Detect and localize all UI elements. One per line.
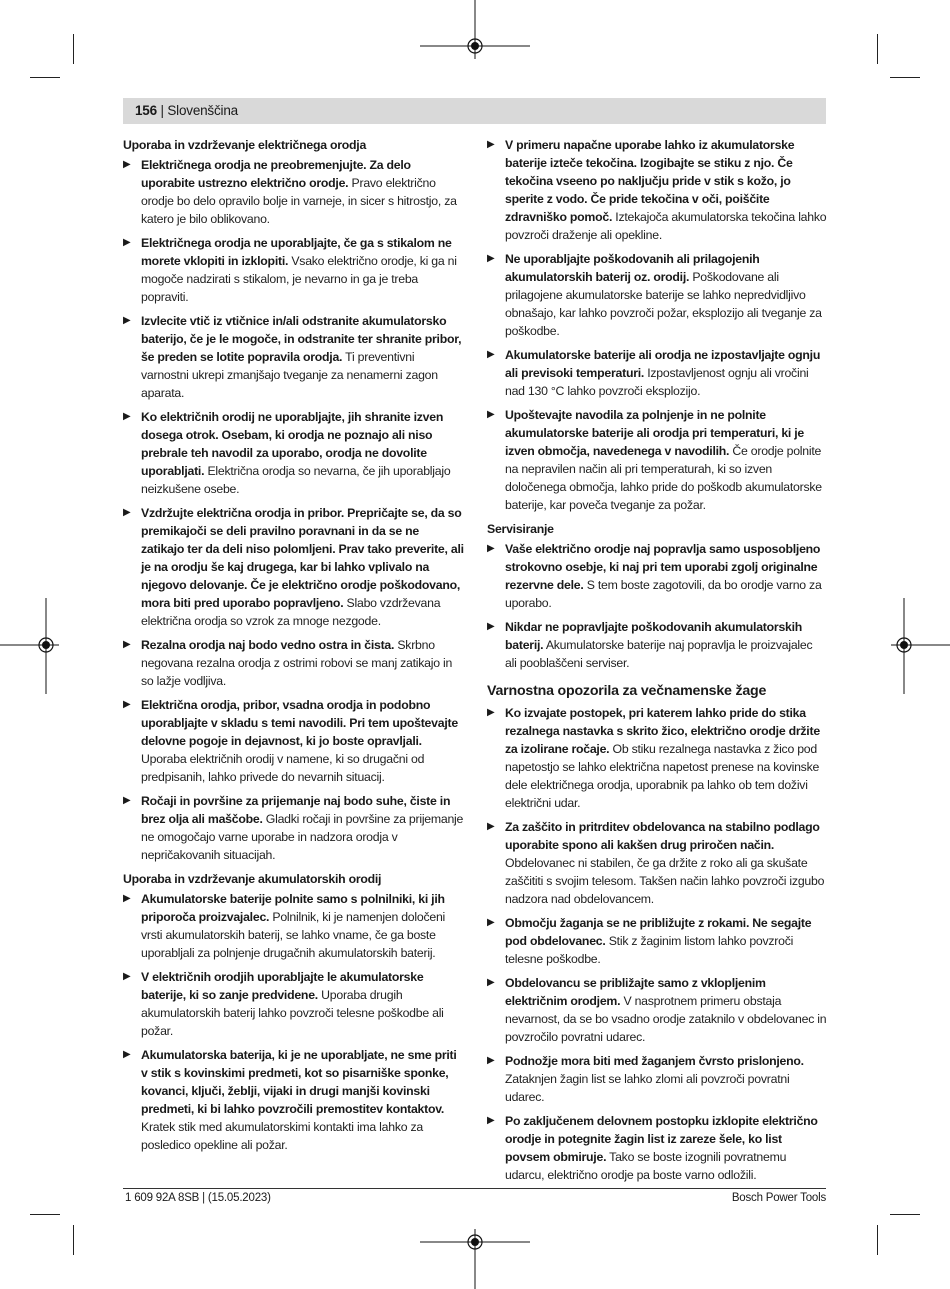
- page-number: 156: [135, 103, 157, 118]
- registration-line-right-h: [917, 644, 950, 646]
- item-normal-text: Električna orodja so nevarna, če jih uporabljajo neizkušene osebe.: [141, 464, 451, 496]
- item-normal-text: Skrbno negovana rezalna orodja z ostrimi robovi se manj zatikajo in so lažje vodljiva.: [141, 638, 453, 688]
- crop-mark-top-right: [877, 34, 878, 64]
- list-item: [487, 974, 827, 1046]
- list-item: [123, 968, 465, 1040]
- crop-mark-bottom-left: [73, 1225, 74, 1255]
- item-normal-text: Slabo vzdrževana električna orodja so vzrok za mnoge nezgode.: [141, 596, 441, 628]
- list-item: [487, 818, 827, 908]
- item-bold-text: Akumulatorske baterije polnite samo s polnilniki, ki jih priporoča proizvajalec.: [141, 892, 445, 924]
- section-title: Servisiranje: [487, 522, 554, 536]
- bullet-arrow-icon: ▶: [123, 699, 131, 710]
- list-item: [487, 250, 827, 340]
- item-normal-text: Uporaba drugih akumulatorskih baterij lahko povzroči telesne poškodbe ali požar.: [141, 988, 444, 1038]
- item-bold-text: Izvlecite vtič iz vtičnice in/ali odstranite akumulatorsko baterijo, če je le mogoče, in odstranite ter shranite pribor, še preden se lotite popravila orodja.: [141, 314, 462, 364]
- bullet-arrow-icon: ▶: [487, 409, 495, 420]
- left-column: [123, 136, 465, 1160]
- section-title: Varnostna opozorila za večnamenske žage: [487, 683, 767, 699]
- list-item: [123, 156, 465, 228]
- bullet-arrow-icon: ▶: [487, 977, 495, 988]
- list-item: [487, 618, 827, 672]
- footer-brand: Bosch Power Tools: [731, 1192, 826, 1204]
- item-bold-text: Po zaključenem delovnem postopku izklopite električno orodje in potegnite žagin list iz zareze šele, ko list povsem obmiruje.: [505, 1114, 818, 1164]
- item-bold-text: Za zaščito in pritrditev obdelovanca na stabilno podlago uporabite spono ali kakšen drug priročen način.: [505, 820, 820, 852]
- list-item: [487, 1112, 827, 1184]
- item-bold-text: V primeru napačne uporabe lahko iz akumulatorske baterije izteče tekočina. Izogibajte se stiku z njo. Če tekočina vseeno po naključju pride v stik s kožo, jo sperite z vodo. Če pride tekočina v oči, poiščite zdravniško pomoč.: [505, 138, 795, 224]
- item-normal-text: Pravo električno orodje bo delo opravilo bolje in varneje, in sicer s hitrostjo, za katero je bilo oblikovano.: [141, 176, 457, 226]
- bullet-arrow-icon: ▶: [487, 1115, 495, 1126]
- bullet-arrow-icon: ▶: [487, 349, 495, 360]
- item-normal-text: Poškodovane ali prilagojene akumulatorske baterije se lahko nepredvidljivo obnašajo, kar lahko povzroči požar, eksplozijo ali tveganje za poškodbe.: [505, 270, 822, 338]
- bullet-arrow-icon: ▶: [123, 237, 131, 248]
- item-normal-text: Iztekajoča akumulatorska tekočina lahko povzroči draženje ali opekline.: [505, 210, 827, 242]
- crop-mark-right-top: [890, 77, 920, 78]
- registration-line-bottom-h: [420, 1241, 530, 1243]
- bullet-arrow-icon: ▶: [123, 795, 131, 806]
- item-bold-text: Ne uporabljajte poškodovanih ali prilagojenih akumulatorskih baterij oz. orodij.: [505, 252, 760, 284]
- item-normal-text: Obdelovanec ni stabilen, če ga držite z roko ali ga skušate zaščititi s svojim telesom. Takšen način lahko povzroči izgubo nadzora nad obdelovancem.: [505, 856, 825, 906]
- registration-line-left-h: [0, 644, 33, 646]
- registration-line-bottom: [474, 1255, 476, 1289]
- page-header: [135, 103, 238, 118]
- list-item: [487, 540, 827, 612]
- registration-line-right: [903, 598, 905, 694]
- list-item: [123, 890, 465, 962]
- crop-mark-right-bottom: [890, 1214, 920, 1215]
- item-bold-text: Akumulatorske baterije ali orodja ne izpostavljajte ognju ali previsoki temperaturi.: [505, 348, 821, 380]
- bullet-arrow-icon: ▶: [487, 917, 495, 928]
- item-bold-text: Električnega orodja ne preobremenjujte. Za delo uporabite ustrezno električno orodje.: [141, 158, 411, 190]
- bullet-arrow-icon: ▶: [123, 159, 131, 170]
- bullet-arrow-icon: ▶: [123, 1049, 131, 1060]
- item-bold-text: V električnih orodjih uporabljajte le akumulatorske baterije, ki so zanje predvidene.: [141, 970, 424, 1002]
- header-separator: |: [156, 103, 168, 118]
- item-normal-text: Tako se boste izognili povratnemu udarcu, električno orodje pa boste varno odložili.: [505, 1150, 787, 1182]
- list-item: [123, 636, 465, 690]
- item-normal-text: Ob stiku rezalnega nastavka z žico pod napetostjo se lahko električna napetost prenese na kovinske dele električnega orodja, uporabnik pa lahko ob tem doživi električni udar.: [505, 742, 820, 810]
- bullet-arrow-icon: ▶: [123, 507, 131, 518]
- item-bold-text: Električna orodja, pribor, vsadna orodja in podobno uporabljajte v skladu s temi navodili. Pri tem upoštevajte delovne pogoje in dejavnost, ki jo boste opravljali.: [141, 698, 458, 748]
- footer-rule: [123, 1188, 826, 1189]
- section-title: Uporaba in vzdrževanje akumulatorskih orodij: [123, 872, 382, 886]
- item-normal-text: Izpostavljenost ognju ali vročini nad 130 °C lahko povzroči eksplozijo.: [505, 366, 809, 398]
- crop-mark-left-bottom: [30, 1214, 60, 1215]
- item-normal-text: Ti preventivni varnostni ukrepi zmanjšajo tveganje za nenamerni zagon aparata.: [141, 350, 438, 400]
- section-title: Uporaba in vzdrževanje električnega orodja: [123, 138, 367, 152]
- bullet-arrow-icon: ▶: [487, 543, 495, 554]
- list-item: [123, 408, 465, 498]
- bullet-arrow-icon: ▶: [123, 893, 131, 904]
- item-bold-text: Akumulatorska baterija, ki je ne uporabljate, ne sme priti v stik s kovinskimi predmeti, kot so pisarniške sponke, kovanci, ključi, žeblji, vijaki in drugi manjši kovinski predmeti, ki bi lahko povzročili premostitev kontaktov.: [141, 1048, 457, 1116]
- bullet-arrow-icon: ▶: [487, 621, 495, 632]
- list-item: [487, 406, 827, 514]
- item-normal-text: Vsako električno orodje, ki ga ni mogoče nadzirati s stikalom, je nevarno in ga je treba popraviti.: [141, 254, 457, 304]
- bullet-arrow-icon: ▶: [487, 707, 495, 718]
- list-item: [487, 346, 827, 400]
- item-normal-text: Gladki ročaji in površine za prijemanje ne omogočajo varne uporabe in nadzora orodja v nepričakovanih situacijah.: [141, 812, 464, 862]
- list-item: [123, 504, 465, 630]
- bullet-arrow-icon: ▶: [123, 639, 131, 650]
- item-normal-text: Uporaba električnih orodij v namene, ki so drugačni od predpisanih, lahko privede do nevarnih situacij.: [141, 752, 425, 784]
- item-bold-text: Ko izvajate postopek, pri katerem lahko pride do stika rezalnega nastavka s skrito žico, električno orodje držite za izolirane ročaje.: [505, 706, 820, 756]
- item-bold-text: Nikdar ne popravljajte poškodovanih akumulatorskih baterij.: [505, 620, 803, 652]
- crop-mark-top-left: [73, 34, 74, 64]
- list-item: [487, 704, 827, 812]
- crop-mark-bottom-right: [877, 1225, 878, 1255]
- list-item: [123, 1046, 465, 1154]
- list-item: [487, 1052, 827, 1106]
- item-bold-text: Ročaji in površine za prijemanje naj bodo suhe, čiste in brez olja ali maščobe.: [141, 794, 451, 826]
- list-item: [123, 696, 465, 786]
- item-normal-text: Zataknjen žagin list se lahko zlomi ali povzroči povratni udarec.: [505, 1072, 790, 1104]
- list-item: [487, 136, 827, 244]
- list-item: [123, 234, 465, 306]
- item-bold-text: Obdelovancu se približajte samo z vklopljenim električnim orodjem.: [505, 976, 766, 1008]
- item-normal-text: Polnilnik, ki je namenjen določeni vrsti akumulatorskih baterij, se lahko vname, če ga boste uporabljali za polnjenje drugačnih akumulatorskih baterij.: [141, 910, 446, 960]
- crop-mark-left-top: [30, 77, 60, 78]
- list-item: [123, 792, 465, 864]
- item-normal-text: Kratek stik med akumulatorskimi kontakti ima lahko za posledico opekline ali požar.: [141, 1120, 423, 1152]
- registration-line-top-h: [420, 45, 530, 47]
- registration-line-left: [45, 598, 47, 694]
- bullet-arrow-icon: ▶: [487, 253, 495, 264]
- bullet-arrow-icon: ▶: [487, 1055, 495, 1066]
- list-item: [487, 914, 827, 968]
- bullet-arrow-icon: ▶: [123, 411, 131, 422]
- registration-line-top: [474, 0, 476, 33]
- item-bold-text: Vzdržujte električna orodja in pribor. Prepričajte se, da so premikajoči se deli pravilno poravnani in da se ne zatikajo ter da deli niso polomljeni. Prav tako preverite, ali je na orodju še kaj drugega, kar bi lahko vplivalo na njegovo delovanje. Če je električno orodje poškodovano, mora biti pred uporabo popravljeno.: [141, 506, 464, 610]
- right-column: [487, 136, 827, 1190]
- item-bold-text: Območju žaganja se ne približujte z rokami. Ne segajte pod obdelovanec.: [505, 916, 812, 948]
- bullet-arrow-icon: ▶: [123, 315, 131, 326]
- item-normal-text: Akumulatorske baterije naj popravlja le proizvajalec ali pooblaščeni serviser.: [505, 638, 813, 670]
- header-language: Slovenščina: [167, 103, 238, 118]
- item-normal-text: Če orodje polnite na nepravilen način ali pri temperaturah, ki so izven določenega območja, lahko pride do poškodb akumulatorske baterije, kar poveča tveganje za požar.: [505, 444, 822, 512]
- bullet-arrow-icon: ▶: [487, 821, 495, 832]
- item-normal-text: V nasprotnem primeru obstaja nevarnost, da se bo vsadno orodje zataknilo v obdelovanec in povzročilo povratni udarec.: [505, 994, 827, 1044]
- item-bold-text: Upoštevajte navodila za polnjenje in ne polnite akumulatorske baterije ali orodja pri temperaturi, ki je izven območja, navedenega v navodilih.: [505, 408, 804, 458]
- item-bold-text: Ko električnih orodij ne uporabljajte, jih shranite izven dosega otrok. Osebam, ki orodja ne poznajo ali niso prebrale teh navodil za uporabo, orodja ne dovolite uporabljati.: [141, 410, 444, 478]
- item-bold-text: Podnožje mora biti med žaganjem čvrsto prislonjeno.: [505, 1054, 804, 1068]
- item-normal-text: Stik z žaginim listom lahko povzroči telesne poškodbe.: [505, 934, 794, 966]
- item-normal-text: S tem boste zagotovili, da bo orodje varno za uporabo.: [505, 578, 822, 610]
- bullet-arrow-icon: ▶: [487, 139, 495, 150]
- bullet-arrow-icon: ▶: [123, 971, 131, 982]
- item-bold-text: Vaše električno orodje naj popravlja samo usposobljeno strokovno osebje, ki naj pri tem uporabi zgolj originalne rezervne dele.: [505, 542, 821, 592]
- list-item: [123, 312, 465, 402]
- item-bold-text: Rezalna orodja naj bodo vedno ostra in čista.: [141, 638, 395, 652]
- footer-doc-id: 1 609 92A 8SB | (15.05.2023): [125, 1192, 271, 1204]
- item-bold-text: Električnega orodja ne uporabljajte, če ga s stikalom ne morete vklopiti in izklopiti.: [141, 236, 452, 268]
